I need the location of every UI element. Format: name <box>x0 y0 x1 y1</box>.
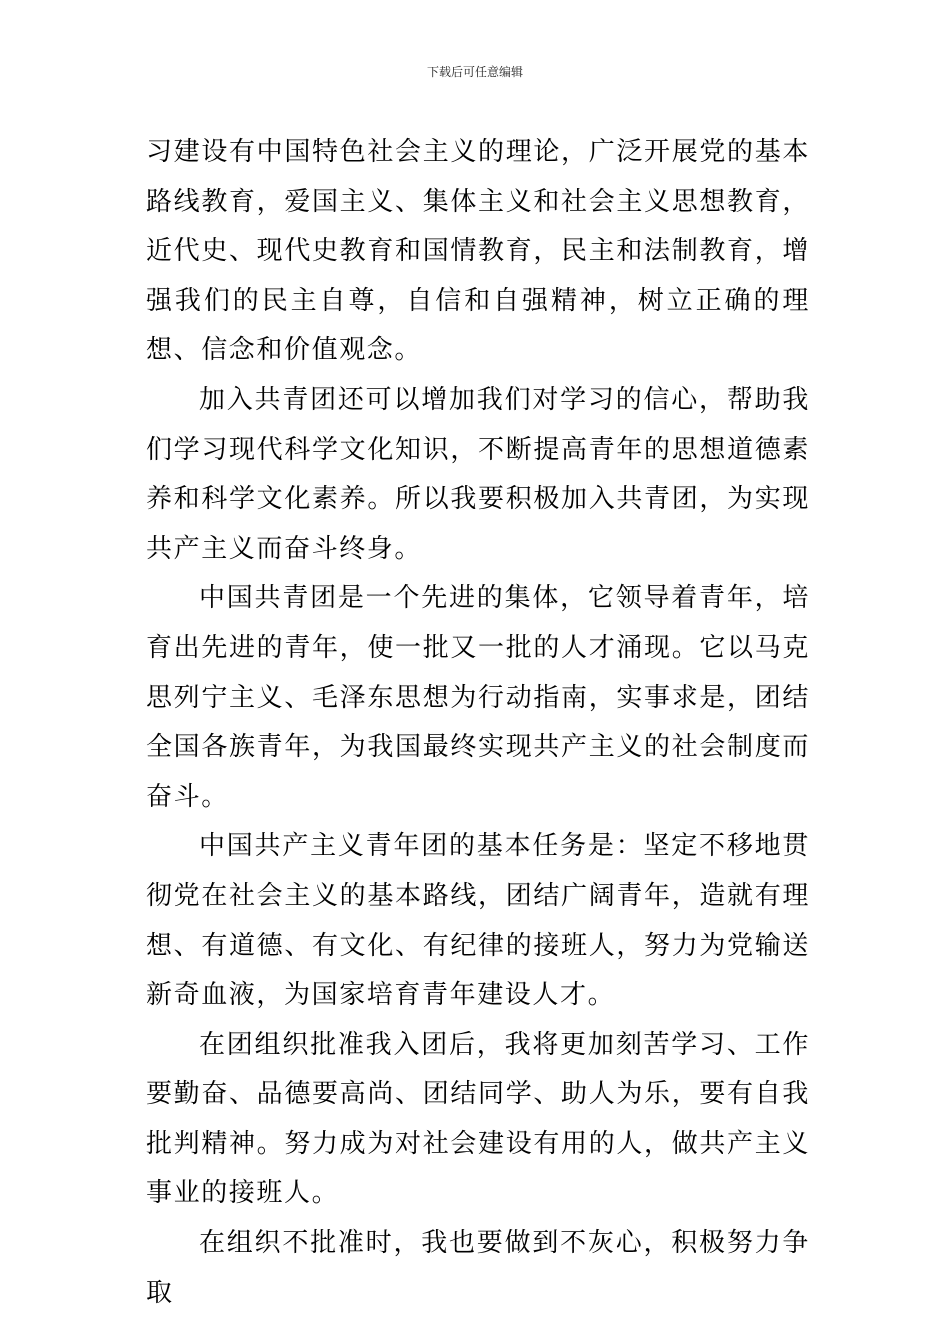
paragraph-1: 习建设有中国特色社会主义的理论，广泛开展党的基本路线教育，爱国主义、集体主义和社会主义思想教育，近代史、现代史教育和国情教育，民主和法制教育，增强我们的民主自尊，自信和自强精神，树立正确的理想、信念和价值观念。 <box>146 137 810 366</box>
paragraph-3: 中国共青团是一个先进的集体，它领导着青年，培育出先进的青年，使一批又一批的人才涌现。它以马克思列宁主义、毛泽东思想为行动指南，实事求是，团结全国各族青年，为我国最终实现共产主义的社会制度而奋斗。 <box>146 583 810 812</box>
page-header: 下载后可任意编辑 <box>426 65 523 79</box>
paragraph-4: 中国共产主义青年团的基本任务是：坚定不移地贯彻党在社会主义的基本路线，团结广阔青年，造就有理想、有道德、有文化、有纪律的接班人，努力为党输送新奇血液，为国家培育青年建设人才。 <box>146 831 810 1011</box>
paragraph-2: 加入共青团还可以增加我们对学习的信心，帮助我们学习现代科学文化知识，不断提高青年的思想道德素养和科学文化素养。所以我要积极加入共青团，为实现共产主义而奋斗终身。 <box>146 384 810 564</box>
document-body <box>146 128 810 1318</box>
paragraph-6: 在组织不批准时，我也要做到不灰心，积极努力争取 <box>146 1228 810 1308</box>
paragraph-5: 在团组织批准我入团后，我将更加刻苦学习、工作要勤奋、品德要高尚、团结同学、助人为乐，要有自我批判精神。努力成为对社会建设有用的人，做共产主义事业的接班人。 <box>146 1029 810 1209</box>
